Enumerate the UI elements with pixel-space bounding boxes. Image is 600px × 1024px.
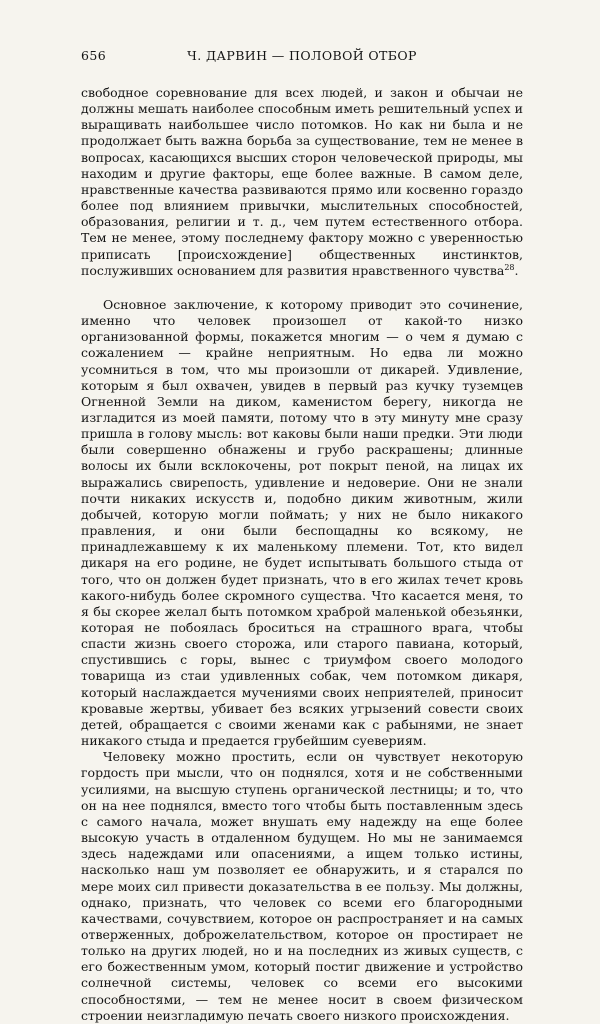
body-text [81,85,523,1024]
page-number: 656 [81,48,107,63]
paragraph-end-punctuation: . [514,262,519,278]
running-title: Ч. ДАРВИН — ПОЛОВОЙ ОТБОР [187,48,417,63]
page-header [81,48,523,70]
book-page [81,48,523,1024]
paragraph-continued [81,85,523,279]
paragraph-gap [81,279,523,297]
footnote-marker: 28 [504,262,515,272]
paragraph-human-pride: Человеку можно простить, если он чувствует некоторую гордость при мысли, что он поднялся, хотя и не собственными усилиями, на высшую ступень органической лестницы; и то, что он на нее поднялся, вместо того чтобы быть поставленным здесь с самого начала, может внушать ему надежду на еще более высокую участь в отдаленном будущем. Но мы не занимаемся здесь надеждами или опасениями, а ищем только истины, насколько наш ум позволяет ее обнаружить, и я старался по мере моих сил привести доказательства в ее пользу. Мы должны, однако, признать, что человек со всеми его благородными качествами, сочувствием, которое он распространяет и на самых отверженных, доброжелательством, которое он простирает не только на других людей, но и на последних из живых существ, с его божественным умом, который постиг движение и устройство солнечной системы, человек со всеми его высокими способностями, — тем не менее носит в своем физическом строении неизгладимую печать своего низкого происхождения. [81,749,523,1023]
paragraph-text: свободное соревнование для всех людей, и закон и обычаи не должны мешать наиболее способным иметь решительный успех и выращивать наибольшее число потомков. Но как ни была и не продолжает быть важна борьба за существование, тем не менее в вопросах, касающихся высших сторон человеческой природы, мы находим и другие факторы, еще более важные. В самом деле, нравственные качества развиваются прямо или косвенно гораздо более под влиянием привычки, мыслительных способностей, образования, религии и т. д., чем путем естественного отбора. Тем не менее, этому последнему фактору можно с уверенностью приписать [происхождение] общественных инстинктов, послуживших основанием для развития нравственного чувства [81,85,523,278]
paragraph-main-conclusion: Основное заключение, к которому приводит это сочинение, именно что человек произошел от какой-то низко организованной формы, покажется многим — о чем я думаю с сожалением — крайне неприятным. Но едва ли можно усомниться в том, что мы произошли от дикарей. Удивление, которым я был охвачен, увидев в первый раз кучку туземцев Огненной Земли на диком, каменистом берегу, никогда не изгладится из моей памяти, потому что в эту минуту мне сразу пришла в голову мысль: вот каковы были наши предки. Эти люди были совершенно обнажены и грубо раскрашены; длинные волосы их были всклокочены, рот покрыт пеной, на лицах их выражались свирепость, удивление и недоверие. Они не знали почти никаких искусств и, подобно диким животным, жили добычей, которую могли поймать; у них не было никакого правления, и они были беспощадны ко всякому, не принадлежавшему к их маленькому племени. Тот, кто видел дикаря на его родине, не будет испытывать большого стыда от того, что он должен будет признать, что в его жилах течет кровь какого-нибудь более скромного существа. Что касается меня, то я бы скорее желал быть потомком храброй маленькой обезьянки, которая не побоялась броситься на страшного врага, чтобы спасти жизнь своего сторожа, или старого павиана, который, спустившись с горы, вынес с триумфом своего молодого товарища из стаи удивленных собак, чем потомком дикаря, который наслаждается мучениями своих неприятелей, приносит кровавые жертвы, убивает без всяких угрызений совести своих детей, обращается с своими женами как с рабынями, не знает никакого стыда и предается грубейшим суевериям. [81,296,523,749]
